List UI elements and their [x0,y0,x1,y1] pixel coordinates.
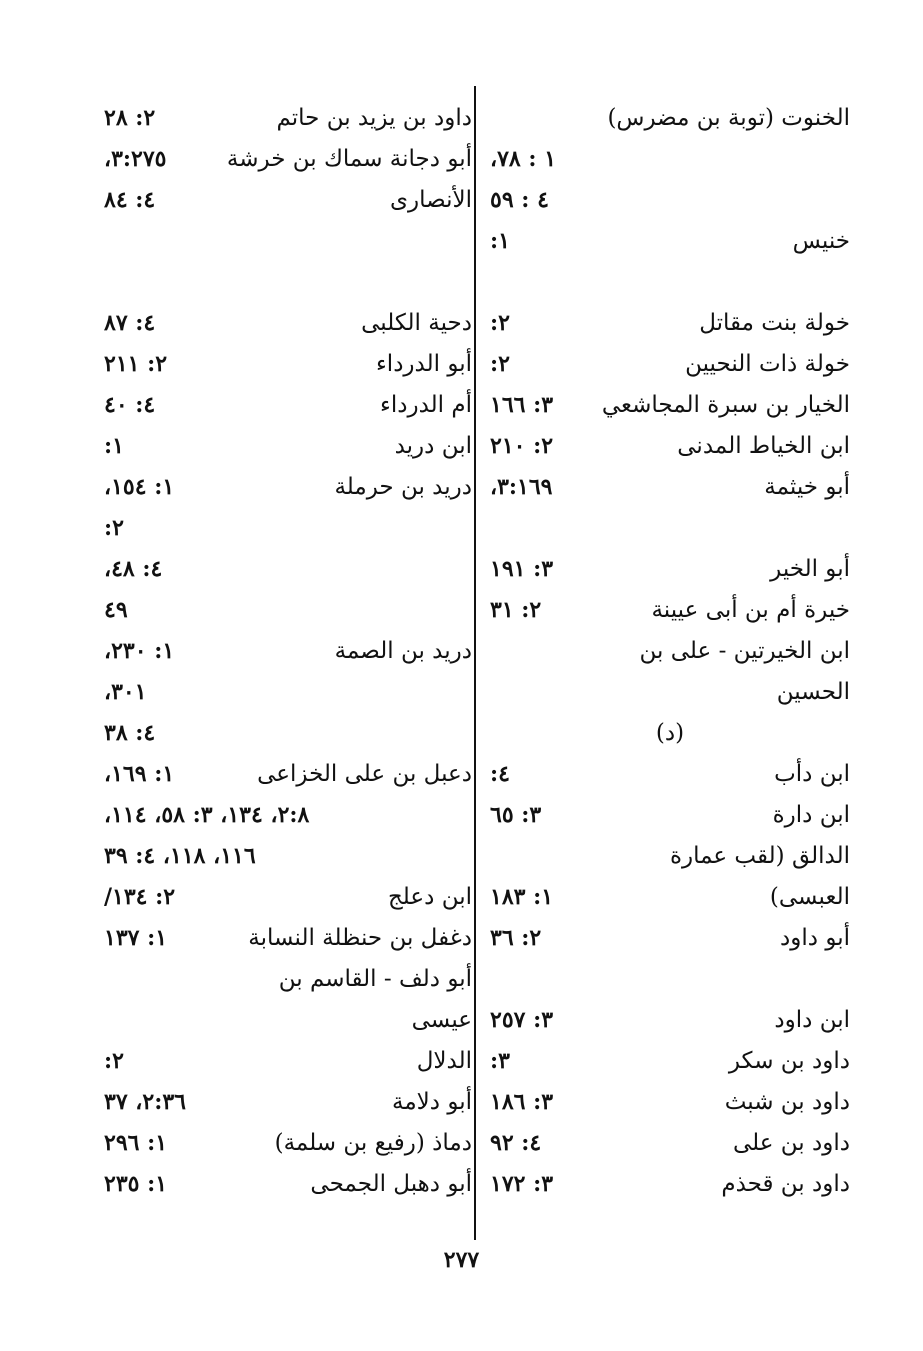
entry-name: ابن الخياط المدنى [677,433,850,459]
index-entry [490,549,850,590]
entry-name: العبسى) [769,884,850,910]
entry-reference: ٢: [104,1048,124,1074]
entry-reference: ٢: ٣١ [490,597,542,623]
entry-reference: ٤: ٩٢ [490,1130,542,1156]
index-entry [104,1123,472,1164]
index-entry [104,672,472,713]
entry-reference: ٤: [490,761,510,787]
entry-reference: ٣: ٢٥٧ [490,1007,554,1033]
entry-reference: ١ : ٧٨، [490,146,557,172]
index-entry [490,1123,850,1164]
index-entry [104,180,472,221]
index-entry [104,795,472,836]
entry-name: أبو الدرداء [375,351,472,377]
index-entry [104,1000,472,1041]
index-entry [490,385,850,426]
entry-reference: ١: [490,228,510,254]
index-entry [490,877,850,918]
index-entry [104,303,472,344]
entry-name: أم الدرداء [380,392,472,418]
entry-reference: ٤: ٣٨ [104,720,156,746]
entry-name: ابن داود [774,1007,850,1033]
entry-name: أبو الخير [770,556,850,582]
index-entry [104,98,472,139]
index-entry [104,262,472,303]
entry-reference: ٤٩ [104,597,128,623]
index-entry [104,221,472,262]
entry-reference: ١: ١٦٩، [104,761,175,787]
entry-name: ابن الخيرتين - على بن [639,638,850,664]
index-entry [104,139,472,180]
index-entry [490,98,850,139]
entry-name: دعبل بن على الخزاعى [257,761,472,787]
entry-name: الخنوت (توبة بن مضرس) [607,105,850,131]
index-entry [490,631,850,672]
index-entry [490,1000,850,1041]
entry-reference: ٣: ١٩١ [490,556,554,582]
entry-name: دريد بن حرملة [334,474,472,500]
entry-name: أبو خيثمة [764,474,850,500]
entry-reference: ١: ١٣٧ [104,925,168,951]
index-entry [490,344,850,385]
page-number: ٢٧٧ [443,1247,480,1273]
entry-name: الخيار بن سبرة المجاشعي [601,392,850,418]
entry-reference: ٣: ١٨٦ [490,1089,554,1115]
index-entry [104,549,472,590]
entry-reference: ٤ : ٥٩ [490,187,549,213]
entry-name: داود بن على [732,1130,850,1156]
entry-name: داود بن سكر [728,1048,850,1074]
entry-reference: ٣:١٦٩، [490,474,553,500]
index-entry [104,1082,472,1123]
entry-reference: ٣٠١، [104,679,147,705]
entry-reference: ٣: ٦٥ [490,802,542,828]
index-entry [490,508,850,549]
entry-reference: ١: ١٥٤، [104,474,175,500]
entry-name: أبو دلامة [392,1089,472,1115]
right-index-column [490,98,850,1205]
entry-reference: ٢: ٢٨ [104,105,156,131]
index-entry [104,631,472,672]
index-entry [490,1041,850,1082]
entry-reference: ٢: [490,351,510,377]
entry-name: عيسى [411,1007,472,1033]
entry-reference: ٢:٨، ١٣٤، ٣: ٥٨، ١١٤، [104,802,310,828]
entry-reference: ٢: [490,310,510,336]
index-entry [490,836,850,877]
entry-name: أبو دلف - القاسم بن [278,966,472,992]
entry-reference: ١: ٢٣٠، [104,638,175,664]
entry-name: داود بن قحذم [721,1171,850,1197]
entry-reference: ٢: ٣٦ [490,925,542,951]
index-entry [104,385,472,426]
entry-name: الدلال [416,1048,472,1074]
index-entry [104,508,472,549]
section-heading: (د) [655,720,685,746]
entry-reference: ١: ٢٩٦ [104,1130,168,1156]
entry-reference: ٣: ١٧٢ [490,1171,554,1197]
index-entry [104,836,472,877]
entry-name: ابن دأب [774,761,850,787]
index-entry [490,139,850,180]
index-entry [490,590,850,631]
entry-name: أبو دهبل الجمحى [310,1171,472,1197]
index-entry [490,180,850,221]
index-entry [490,1082,850,1123]
entry-name: دغفل بن حنظلة النسابة [248,925,472,951]
index-entry [490,918,850,959]
left-index-column [104,98,472,1205]
entry-reference: ٤: ٤٨، [104,556,163,582]
index-entry [490,672,850,713]
index-entry [104,959,472,1000]
entry-name: الدالق (لقب عمارة [669,843,850,869]
index-entry [104,590,472,631]
index-entry [490,262,850,303]
entry-reference: ٤: ٤٠ [104,392,156,418]
entry-name: داود بن شبث [724,1089,850,1115]
index-entry [490,426,850,467]
entry-reference: ٣: ١٦٦ [490,392,554,418]
index-entry [104,877,472,918]
index-entry [490,959,850,1000]
entry-name: خنيس [792,228,850,254]
index-entry [490,713,850,754]
index-entry [104,344,472,385]
entry-name: خولة ذات النحيين [685,351,850,377]
entry-name: دريد بن الصمة [334,638,472,664]
index-entry [104,918,472,959]
entry-reference: ١: ٢٣٥ [104,1171,168,1197]
entry-name: ابن دعلج [387,884,472,910]
entry-reference: ٢: ٢١٠ [490,433,554,459]
entry-reference: ٢:٣٦، ٣٧ [104,1089,186,1115]
entry-name: أبو داود [780,925,850,951]
index-entry [104,426,472,467]
entry-reference: ١١٦، ١١٨، ٤: ٣٩ [104,843,256,869]
index-entry [104,1041,472,1082]
entry-reference: ١: ١٨٣ [490,884,554,910]
entry-name: دحية الكلبى [361,310,472,336]
column-divider [474,86,476,1240]
entry-name: الحسين [776,679,850,705]
entry-reference: ٢: ١٣٤/ [104,884,176,910]
entry-reference: ٤: ٨٧ [104,310,156,336]
entry-name: ابن دريد [394,433,472,459]
index-entry [490,795,850,836]
entry-name: خيرة أم بن أبى عيينة [651,597,850,623]
entry-name: الأنصارى [390,187,472,213]
entry-name: داود بن يزيد بن حاتم [276,105,472,131]
entry-reference: ٤: ٨٤ [104,187,156,213]
index-entry [104,713,472,754]
entry-reference: ٣:٢٧٥، [104,146,167,172]
index-entry [490,467,850,508]
index-entry [104,1164,472,1205]
entry-name: ابن دارة [772,802,850,828]
index-entry [490,221,850,262]
entry-name: خولة بنت مقاتل [699,310,850,336]
entry-reference: ٢: [104,515,124,541]
entry-name: دماذ (رفيع بن سلمة) [274,1130,472,1156]
index-entry [104,467,472,508]
entry-reference: ٣: [490,1048,510,1074]
index-entry [490,754,850,795]
index-entry [490,303,850,344]
entry-name: أبو دجانة سماك بن خرشة [226,146,472,172]
index-entry [490,1164,850,1205]
index-entry [104,754,472,795]
entry-reference: ٢: ٢١١ [104,351,168,377]
entry-reference: ١: [104,433,124,459]
